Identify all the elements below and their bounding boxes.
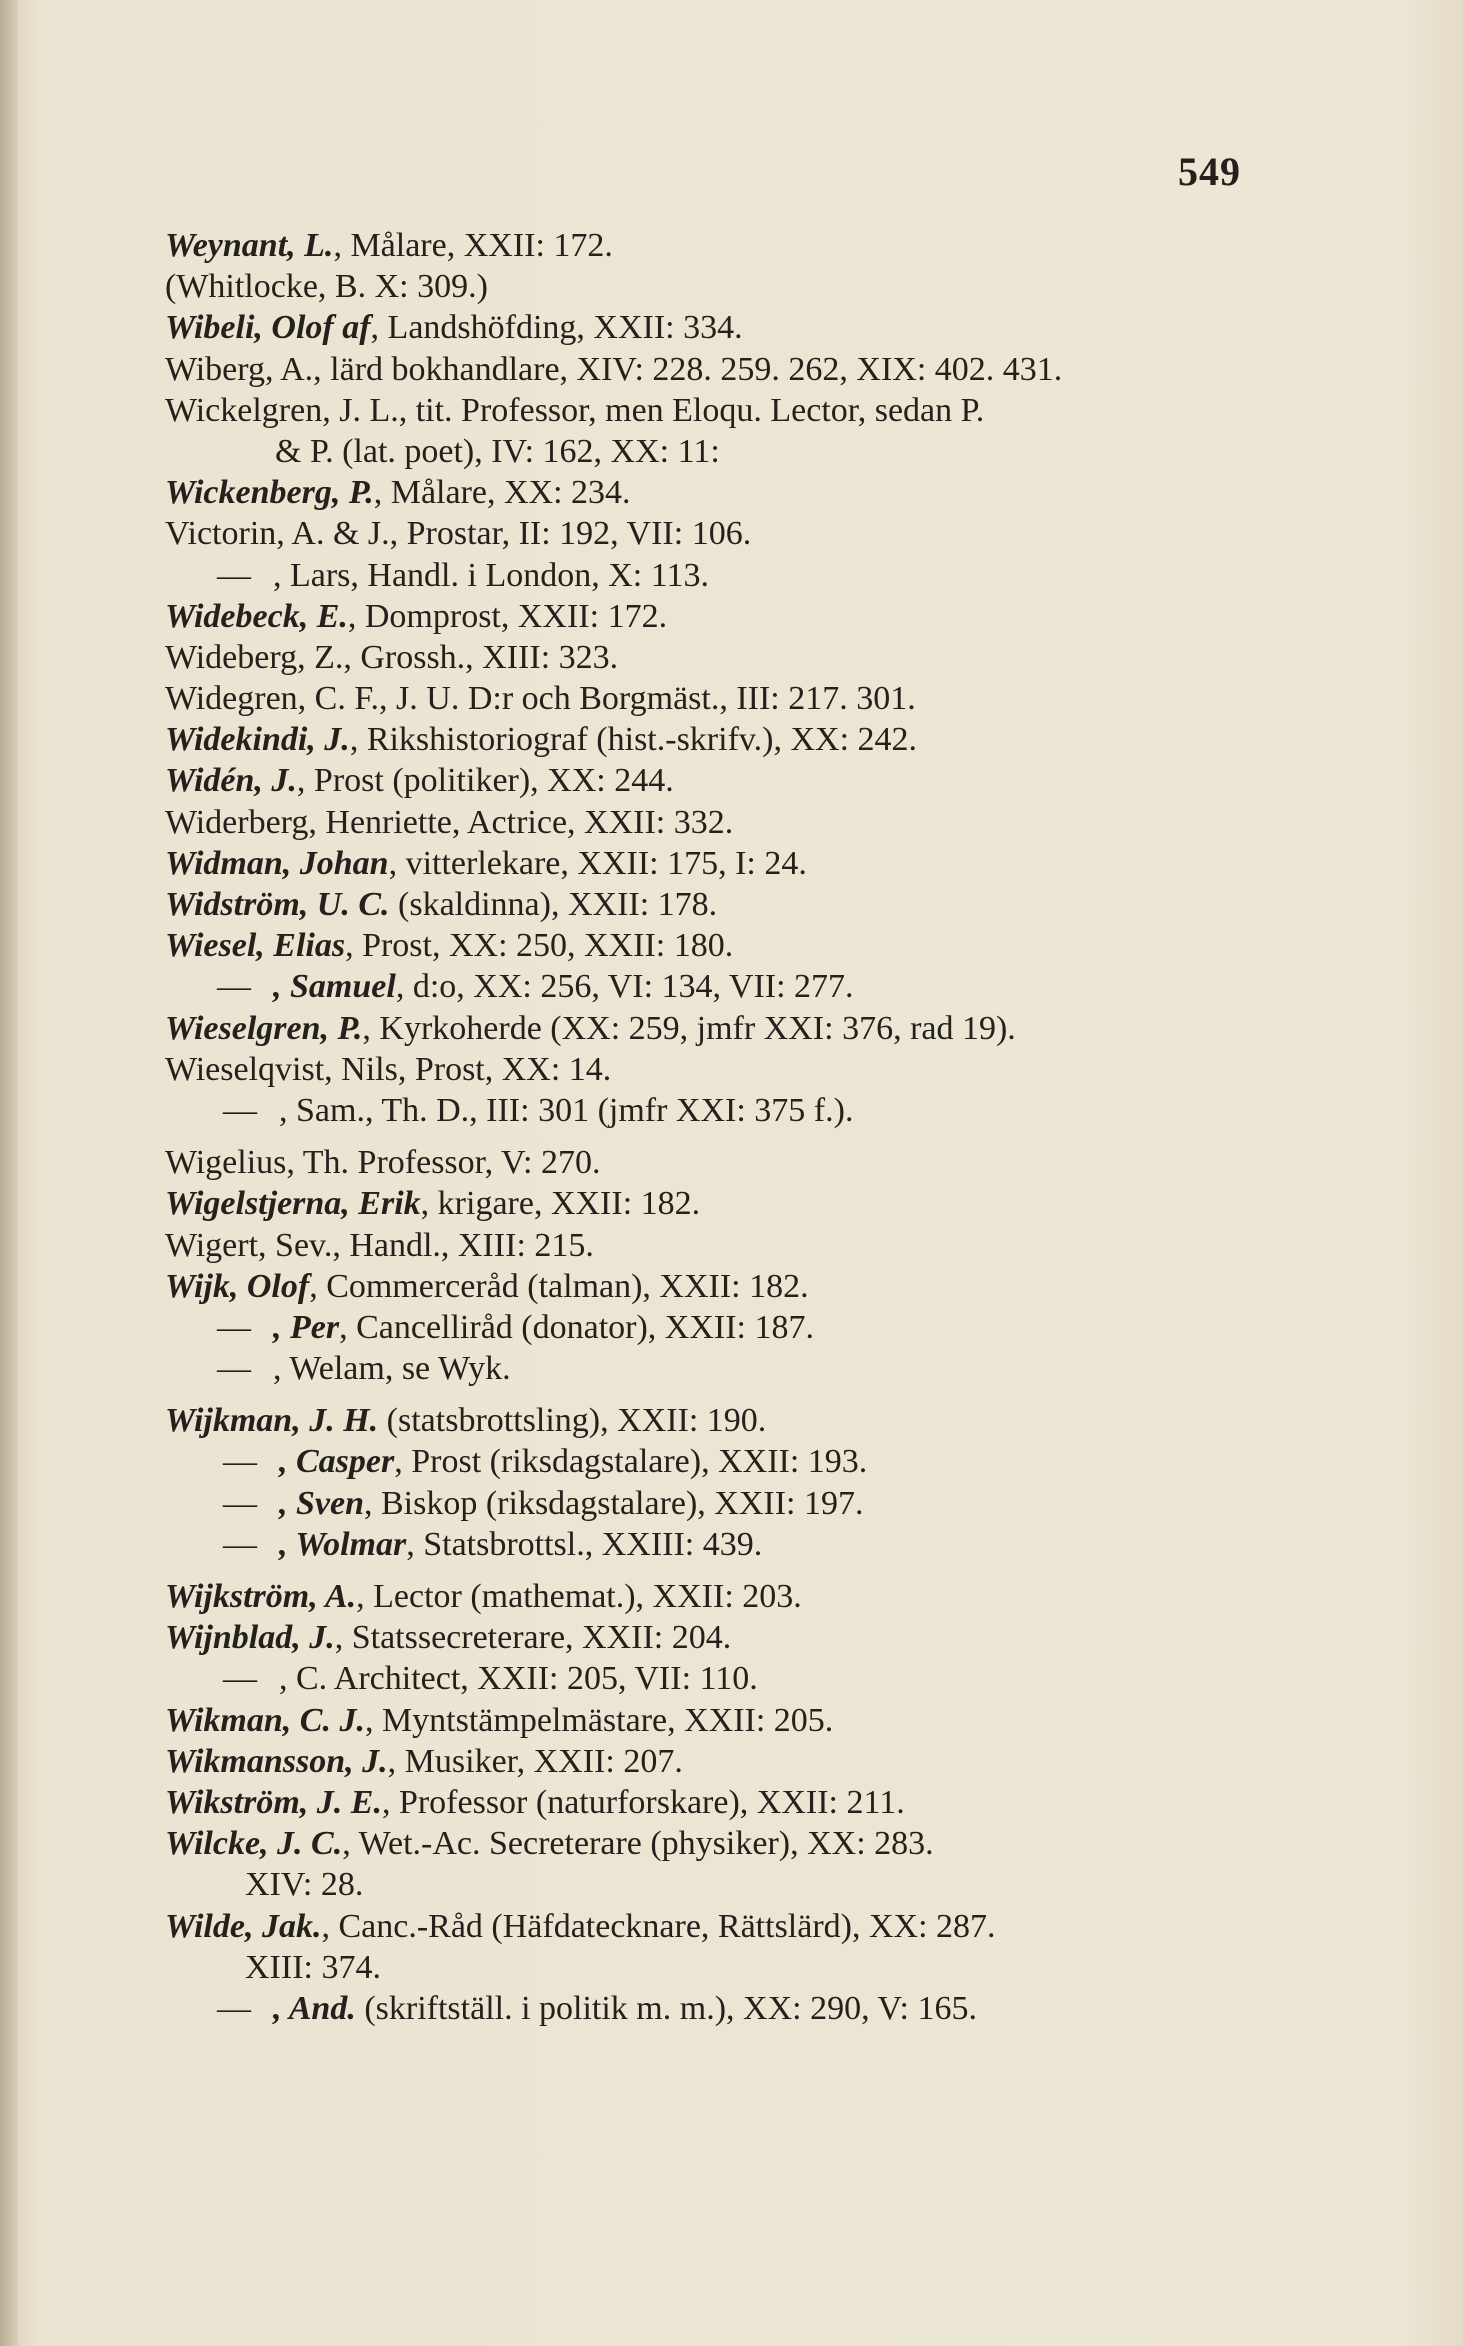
index-subentry: — , Sven, Biskop (riksdagstalare), XXII: 197.	[223, 1484, 864, 1522]
index-entry: Widén, J., Prost (politiker), XX: 244.	[165, 762, 674, 800]
index-entry-continuation: XIII: 374.	[245, 1948, 381, 1986]
index-entry: Wikman, C. J., Myntstämpelmästare, XXII: 205.	[165, 1701, 834, 1739]
index-subentry: — , Per, Cancelliråd (donator), XXII: 187.	[217, 1308, 814, 1346]
index-entry-continuation: & P. (lat. poet), IV: 162, XX: 11:	[275, 432, 720, 470]
index-entry: Wijkman, J. H. (statsbrottsling), XXII: 190.	[165, 1402, 767, 1440]
index-entry: Wiberg, A., lärd bokhandlare, XIV: 228. 259. 262, XIX: 402. 431.	[165, 350, 1063, 388]
index-entry: Wibeli, Olof af, Landshöfding, XXII: 334.	[165, 309, 743, 347]
page-spine	[0, 0, 18, 2346]
index-entry: Wikström, J. E., Professor (naturforskare), XXII: 211.	[165, 1783, 905, 1821]
index-subentry: — , Lars, Handl. i London, X: 113.	[217, 556, 709, 594]
index-entry: Wijkström, A., Lector (mathemat.), XXII: 203.	[165, 1578, 802, 1615]
index-entry: Wieselgren, P., Kyrkoherde (XX: 259, jmfr XXI: 376, rad 19).	[165, 1009, 1016, 1047]
index-entry: Wigelstjerna, Erik, krigare, XXII: 182.	[165, 1185, 701, 1223]
index-entry: Wijnblad, J., Statssecreterare, XXII: 204.	[165, 1619, 732, 1657]
index-subentry: — , Welam, se Wyk.	[217, 1350, 511, 1388]
index-entry: Wilcke, J. C., Wet.-Ac. Secreterare (physiker), XX: 283.	[165, 1825, 934, 1863]
index-entries	[165, 225, 1305, 2029]
index-entry: Weynant, L., Målare, XXII: 172.	[165, 227, 613, 264]
index-entry: Wikmansson, J., Musiker, XXII: 207.	[165, 1742, 683, 1780]
index-subentry: — , Samuel, d:o, XX: 256, VI: 134, VII: 277.	[217, 968, 854, 1006]
index-entry: Widebeck, E., Domprost, XXII: 172.	[165, 597, 668, 635]
page-number: 549	[1178, 149, 1241, 194]
index-entry: Wickelgren, J. L., tit. Professor, men Eloqu. Lector, sedan P.	[165, 391, 985, 429]
index-entry-continuation: XIV: 28.	[245, 1866, 364, 1904]
index-entry: Wigert, Sev., Handl., XIII: 215.	[165, 1226, 594, 1264]
index-entry: Wiesel, Elias, Prost, XX: 250, XXII: 180.	[165, 927, 734, 965]
index-entry: Wickenberg, P., Målare, XX: 234.	[165, 474, 631, 512]
index-entry: Widman, Johan, vitterlekare, XXII: 175, I: 24.	[165, 844, 807, 882]
index-subentry: — , And. (skriftställ. i politik m. m.), XX: 290, V: 165.	[217, 1989, 977, 2027]
index-entry: Wigelius, Th. Professor, V: 270.	[165, 1144, 601, 1182]
index-subentry: — , Sam., Th. D., III: 301 (jmfr XXI: 375 f.).	[223, 1091, 854, 1129]
index-entry: Wijk, Olof, Commerceråd (talman), XXII: 182.	[165, 1267, 809, 1305]
index-entry: Widegren, C. F., J. U. D:r och Borgmäst., III: 217. 301.	[165, 680, 916, 718]
index-subentry: — , Casper, Prost (riksdagstalare), XXII: 193.	[223, 1443, 868, 1481]
index-entry: Victorin, A. & J., Prostar, II: 192, VII: 106.	[165, 515, 752, 553]
index-entry: Wieselqvist, Nils, Prost, XX: 14.	[165, 1050, 612, 1088]
index-subentry: — , C. Architect, XXII: 205, VII: 110.	[223, 1660, 758, 1698]
index-subentry: — , Wolmar, Statsbrottsl., XXIII: 439.	[223, 1525, 763, 1563]
index-entry: Wilde, Jak., Canc.-Råd (Häfdatecknare, Rättslärd), XX: 287.	[165, 1907, 996, 1945]
index-entry: Widerberg, Henriette, Actrice, XXII: 332.	[165, 803, 734, 841]
index-entry: Wideberg, Z., Grossh., XIII: 323.	[165, 638, 619, 676]
index-entry: Widström, U. C. (skaldinna), XXII: 178.	[165, 886, 718, 923]
index-entry: (Whitlocke, B. X: 309.)	[165, 268, 488, 306]
index-entry: Widekindi, J., Rikshistoriograf (hist.-skrifv.), XX: 242.	[165, 721, 918, 759]
